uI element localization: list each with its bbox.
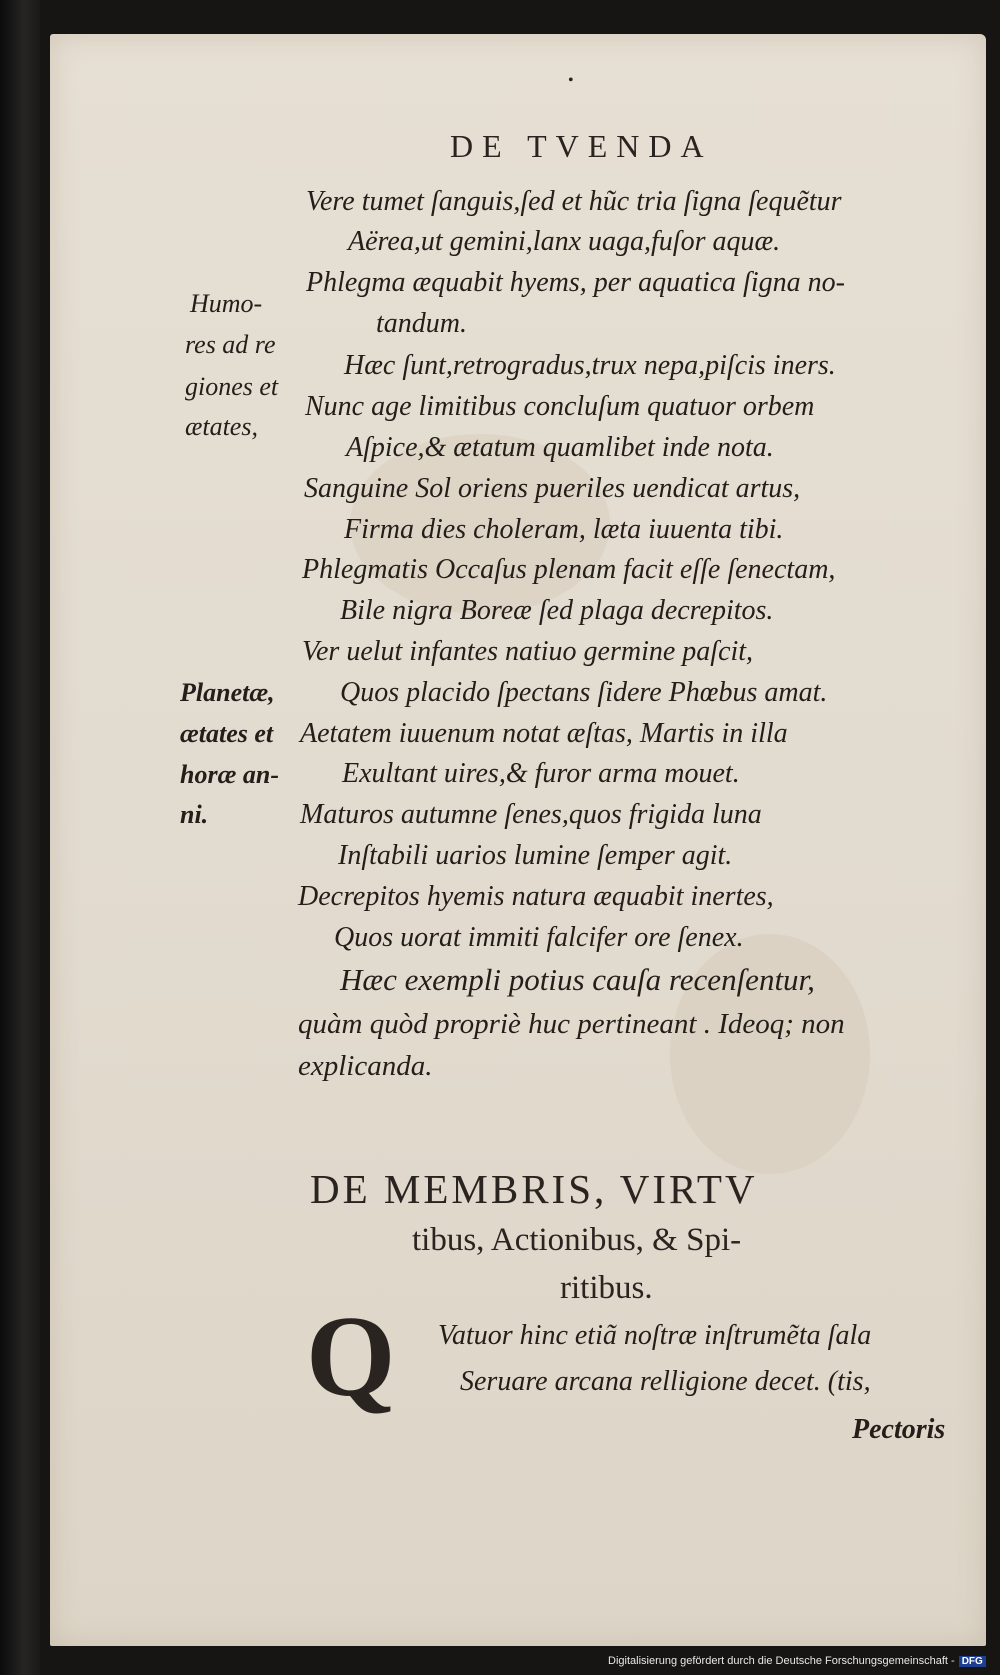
dfg-logo: DFG (959, 1656, 986, 1667)
catchword: Pectoris (852, 1414, 946, 1445)
section-subtitle: tibus, Actionibus, & Spi- (412, 1222, 742, 1258)
credit-text: Digitalisierung gefördert durch die Deutsche Forschungsgemeinschaft - (608, 1655, 955, 1667)
marginal-note-line: ætates et (180, 719, 274, 748)
text-line: Maturos autumne ſenes,quos frigida luna (300, 799, 762, 830)
text-line: Sanguine Sol oriens pueriles uendicat artus, (304, 473, 801, 504)
text-line: tandum. (376, 308, 467, 339)
marginal-note-line: Planetæ, (180, 678, 275, 707)
section-title: DE MEMBRIS, VIRTV (310, 1166, 758, 1212)
digitization-credit (608, 1655, 986, 1667)
text-line: Quos uorat immiti falcifer ore ſenex. (334, 922, 744, 953)
decorated-initial: Q (306, 1293, 396, 1420)
text-line: Hæc exempli potius cauſa recenſentur, (340, 962, 815, 997)
page-mark: • (568, 72, 574, 89)
text-line: Aërea,ut gemini,lanx uaga,fuſor aquæ. (348, 226, 781, 257)
text-line: Exultant uires,& furor arma mouet. (342, 758, 740, 789)
marginal-note-line: giones et (185, 372, 279, 401)
marginal-note-line: Humo- (190, 289, 263, 318)
text-line: Quos placido ſpectans ſidere Phœbus amat. (340, 677, 828, 708)
text-line: Vere tumet ſanguis,ſed et hũc tria ſigna ſequẽtur (306, 186, 842, 217)
text-line: Decrepitos hyemis natura æquabit inertes, (298, 881, 774, 912)
text-line: Seruare arcana relligione decet. (tis, (460, 1366, 871, 1397)
marginal-note-line: ætates, (185, 412, 258, 441)
text-line: Inſtabili uarios lumine ſemper agit. (338, 840, 733, 871)
text-line: Phlegma æquabit hyems, per aquatica ſigna no- (306, 267, 845, 298)
text-line: Aetatem iuuenum notat æſtas, Martis in illa (300, 718, 788, 749)
text-line: Phlegmatis Occaſus plenam facit eſſe ſenectam, (302, 554, 836, 585)
text-line: Ver uelut infantes natiuo germine paſcit, (302, 636, 754, 667)
text-line: quàm quòd propriè huc pertineant . Ideoq; non (298, 1008, 845, 1040)
book-spine (0, 0, 40, 1675)
marginal-note-line: horæ an- (180, 760, 279, 789)
text-line: explicanda. (298, 1050, 433, 1082)
text-line: Vatuor hinc etiã noſtræ inſtrumẽta ſala (438, 1320, 872, 1351)
marginal-note-line: ni. (180, 800, 209, 829)
text-line: Firma dies choleram, læta iuuenta tibi. (344, 514, 784, 545)
marginal-note-line: res ad re (185, 330, 276, 359)
text-line: Aſpice,& ætatum quamlibet inde nota. (346, 432, 774, 463)
text-line: Hæc ſunt,retrogradus,trux nepa,piſcis iners. (344, 350, 836, 381)
section-subtitle: ritibus. (560, 1270, 653, 1306)
text-line: Nunc age limitibus concluſum quatuor orbem (305, 391, 815, 422)
text-line: Bile nigra Boreæ ſed plaga decrepitos. (340, 595, 774, 626)
running-head: DE TVENDA (450, 128, 713, 164)
